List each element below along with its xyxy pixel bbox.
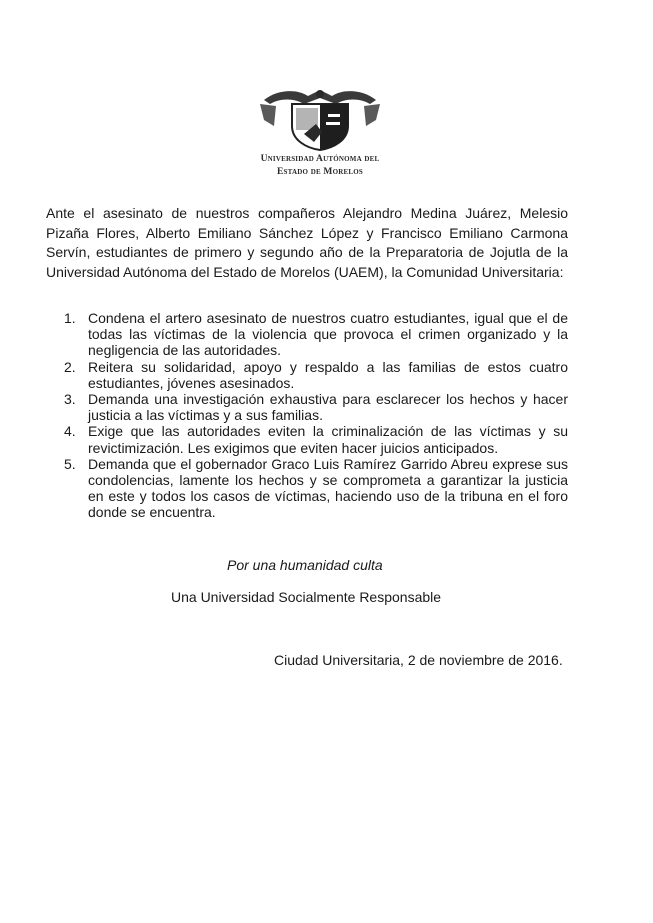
list-item bbox=[64, 310, 568, 359]
motto: Por una humanidad culta bbox=[227, 557, 383, 573]
list-item-number: 4. bbox=[64, 423, 76, 440]
institution-name-line2: Estado de Morelos bbox=[277, 167, 363, 177]
list-item-text: Condena el artero asesinato de nuestros cuatro estudiantes, igual que el de todas las víctimas de la violencia que provoca el crimen organizado y la negligencia de las autoridades. bbox=[88, 310, 568, 359]
list-item-text: Reitera su solidaridad, apoyo y respaldo a las familias de estos cuatro estudiantes, jóvenes asesinados. bbox=[88, 358, 568, 391]
list-item-number: 2. bbox=[64, 358, 76, 375]
resolution-list bbox=[64, 310, 568, 521]
list-item bbox=[64, 456, 568, 521]
tagline: Una Universidad Socialmente Responsable bbox=[171, 589, 442, 605]
dateline: Ciudad Universitaria, 2 de noviembre de 2016. bbox=[274, 652, 563, 668]
list-item-number: 1. bbox=[64, 310, 76, 326]
uaem-coat-of-arms-icon bbox=[256, 86, 384, 152]
list-item-text: Demanda que el gobernador Graco Luis Ramírez Garrido Abreu exprese sus condolencias, lamente los hechos y se comprometa a garantizar la justicia en este y todos los casos de víctimas, haciendo uso de la tribuna en el foro donde se encuentra. bbox=[88, 455, 568, 521]
institution-name-line1: Universidad Autónoma del bbox=[260, 154, 380, 164]
list-item-number: 3. bbox=[64, 391, 76, 408]
list-item bbox=[64, 391, 568, 423]
list-item-text: Exige que las autoridades eviten la criminalización de las víctimas y su revictimización. Les exigimos que eviten hacer juicios anticipados. bbox=[88, 423, 568, 456]
list-item-text: Demanda una investigación exhaustiva para esclarecer los hechos y hacer justicia a las víctimas y a sus familias. bbox=[88, 391, 568, 424]
intro-paragraph: Ante el asesinato de nuestros compañeros Alejandro Medina Juárez, Melesio Pizaña Flores, Alberto Emiliano Sánchez López y Francisco Emiliano Carmona Servín, estudiantes de primero y segundo año de la Preparatoria de Jojutla de la Universidad Autónoma del Estado de Morelos (UAEM), la Comunidad Universitaria: bbox=[46, 205, 568, 280]
list-item bbox=[64, 359, 568, 391]
letterhead bbox=[200, 86, 440, 178]
list-item bbox=[64, 423, 568, 455]
list-item-number: 5. bbox=[64, 455, 76, 472]
